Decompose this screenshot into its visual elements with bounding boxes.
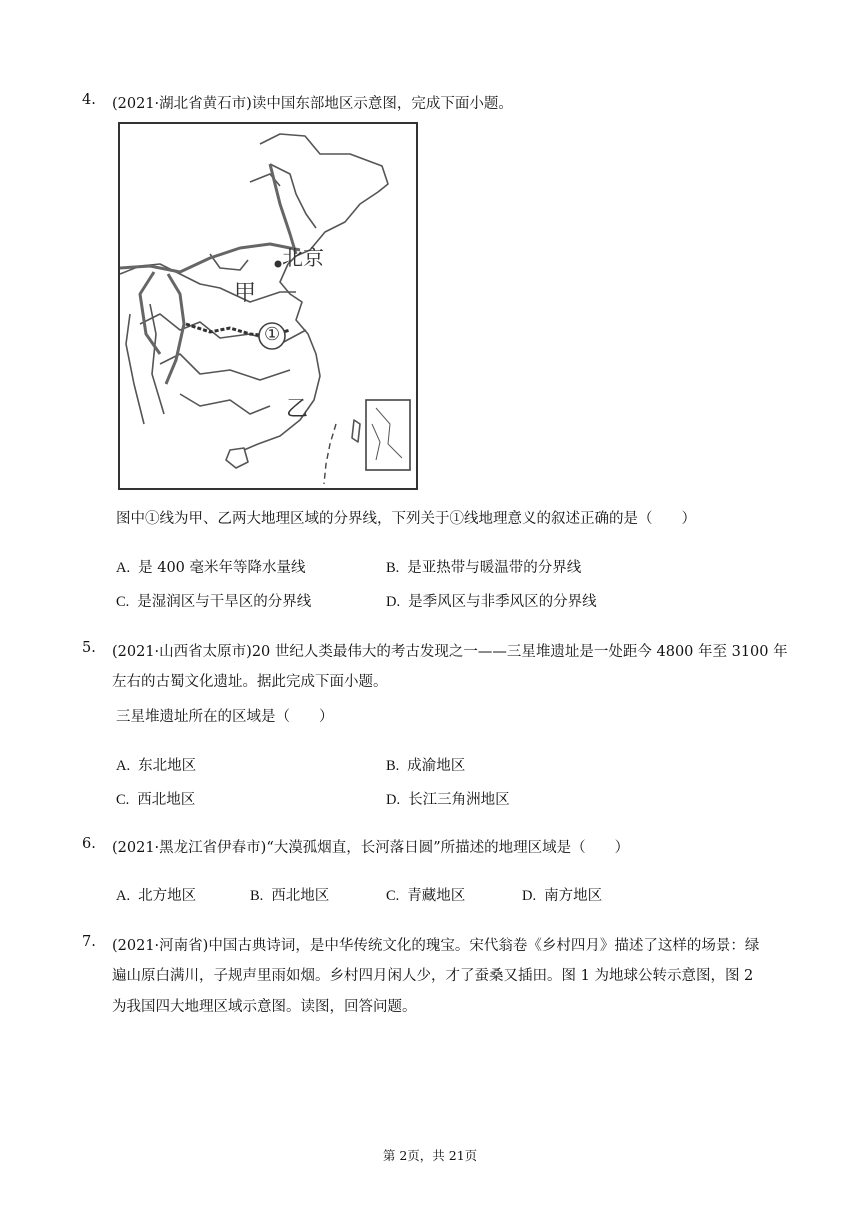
q5-stem-line1: (2021·山西省太原市)20 世纪人类最伟大的考古发现之一——三星堆遗址是一处距今 4800 年至 3100 年 (112, 644, 788, 660)
q4-option-a[interactable] (116, 556, 306, 577)
q5-option-a[interactable] (116, 754, 196, 775)
map-label-yi: 乙 (286, 397, 309, 422)
q7-number: 7. (82, 934, 96, 950)
map-label-beijing: 北京 (282, 246, 324, 270)
q7-line2: 遍山原白满川，子规声里雨如烟。乡村四月闲人少，才了蚕桑又插田。图 1 为地球公转示意图，图 2 (112, 968, 754, 984)
option-letter: D. (522, 888, 537, 904)
q6-stem: (2021·黑龙江省伊春市)“大漠孤烟直，长河落日圆”所描述的地理区域是（ ） (112, 840, 630, 856)
q4-option-d[interactable] (386, 590, 597, 611)
q5-option-b[interactable] (386, 754, 465, 775)
q4-option-c[interactable] (116, 590, 311, 611)
option-text: 北方地区 (138, 888, 197, 904)
option-text: 南方地区 (544, 888, 603, 904)
option-text: 西北地区 (137, 792, 196, 808)
option-text: 是亚热带与暖温带的分界线 (407, 560, 582, 576)
option-text: 东北地区 (138, 758, 197, 774)
option-letter: D. (386, 792, 401, 808)
q7-line3: 为我国四大地理区域示意图。读图，回答问题。 (112, 999, 417, 1015)
option-letter: D. (386, 594, 401, 610)
q7-line1: (2021·河南省)中国古典诗词，是中华传统文化的瑰宝。宋代翁卷《乡村四月》描述了这样的场景：绿 (112, 938, 760, 954)
q5-number: 5. (82, 640, 96, 656)
option-letter: B. (386, 758, 400, 774)
option-letter: A. (116, 888, 131, 904)
q5-option-d[interactable] (386, 788, 510, 809)
option-letter: A. (116, 560, 131, 576)
q4-question: 图中①线为甲、乙两大地理区域的分界线，下列关于①线地理意义的叙述正确的是（ ） (116, 511, 696, 527)
page-footer: 第 2页，共 21页 (382, 1148, 478, 1163)
map-label-jia: 甲 (234, 281, 257, 306)
q5-option-c[interactable] (116, 788, 195, 809)
q4-option-b[interactable] (386, 556, 581, 577)
option-letter: B. (250, 888, 264, 904)
option-text: 是湿润区与干旱区的分界线 (137, 594, 312, 610)
map-drawing (120, 124, 416, 488)
option-letter: C. (116, 792, 130, 808)
option-letter: C. (116, 594, 130, 610)
q4-number: 4. (82, 92, 96, 108)
q5-question: 三星堆遗址所在的区域是（ ） (116, 709, 334, 725)
option-letter: A. (116, 758, 131, 774)
q4-stem: (2021·湖北省黄石市)读中国东部地区示意图，完成下面小题。 (112, 96, 513, 112)
option-text: 成渝地区 (407, 758, 466, 774)
option-text: 西北地区 (271, 888, 330, 904)
q6-option-c[interactable] (386, 884, 465, 905)
option-text: 青藏地区 (407, 888, 466, 904)
map-label-line-1: ① (264, 324, 281, 345)
q6-number: 6. (82, 836, 96, 852)
option-letter: C. (386, 888, 400, 904)
option-text: 是 400 毫米年等降水量线 (138, 560, 306, 576)
east-china-map (118, 122, 418, 490)
option-text: 是季风区与非季风区的分界线 (408, 594, 597, 610)
q6-option-a[interactable] (116, 884, 196, 905)
q6-option-b[interactable] (250, 884, 329, 905)
q6-option-d[interactable] (522, 884, 602, 905)
q5-stem-line2: 左右的古蜀文化遗址。据此完成下面小题。 (112, 674, 388, 690)
option-text: 长江三角洲地区 (408, 792, 510, 808)
option-letter: B. (386, 560, 400, 576)
